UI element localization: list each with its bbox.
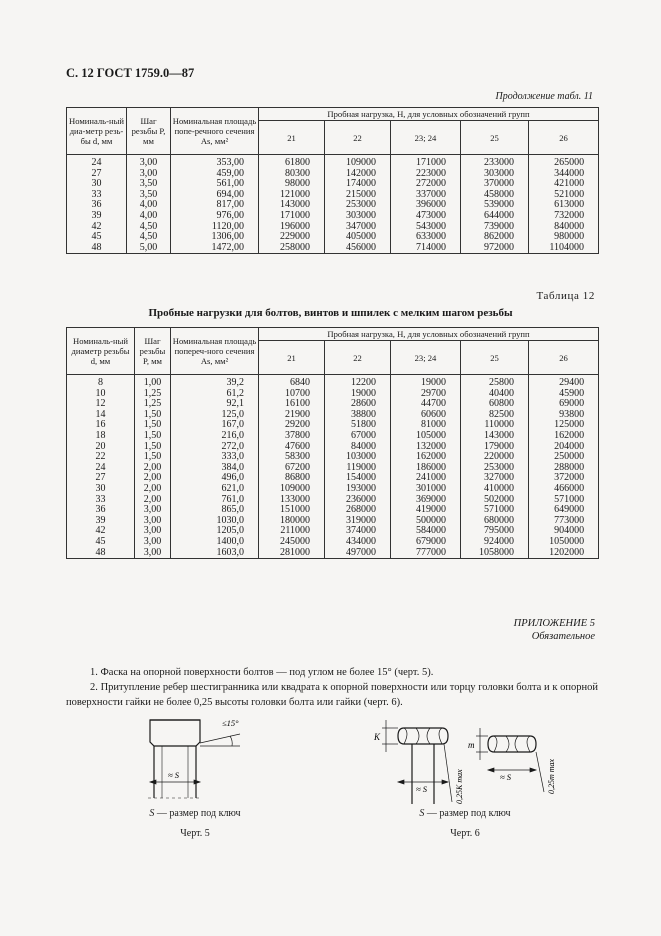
table-cell: 25800	[461, 375, 529, 389]
table-cell: 2,00	[135, 463, 171, 474]
table-cell: 3,00	[135, 526, 171, 537]
s-label: ≈ S	[168, 770, 180, 780]
table-cell: 370000	[461, 179, 529, 190]
header-area: Номинальная площадь попе-речного сечения As, мм²	[171, 108, 259, 155]
table-cell: 1,50	[135, 410, 171, 421]
table-cell: 80300	[259, 169, 325, 180]
table-cell: 5,00	[127, 243, 171, 254]
table-row	[67, 155, 599, 169]
table-cell: 680000	[461, 516, 529, 527]
table-cell: 21900	[259, 410, 325, 421]
table-cell: 44700	[391, 399, 461, 410]
legend-symbol: S	[149, 808, 155, 819]
table-cell: 37800	[259, 431, 325, 442]
table-cell: 86800	[259, 473, 325, 484]
table-cell: 30	[67, 484, 135, 495]
table-cell: 633000	[391, 232, 461, 243]
table-cell: 20	[67, 442, 135, 453]
table-cell: 250000	[529, 452, 599, 463]
table-cell: 193000	[325, 484, 391, 495]
table-cell: 109000	[259, 484, 325, 495]
table-cell: 6840	[259, 375, 325, 389]
table-cell: 3,00	[135, 548, 171, 559]
table-cell: 4,00	[127, 200, 171, 211]
table-cell: 171000	[391, 155, 461, 169]
legend-text: — размер под ключ	[424, 808, 511, 819]
header-group: 23; 24	[391, 121, 461, 155]
table-cell: 216,0	[171, 431, 259, 442]
table-cell: 327000	[461, 473, 529, 484]
table-cell: 739000	[461, 222, 529, 233]
table-cell: 142000	[325, 169, 391, 180]
table-cell: 16100	[259, 399, 325, 410]
table-cell: 1,50	[135, 431, 171, 442]
table-cell: 543000	[391, 222, 461, 233]
table-11-body	[67, 155, 599, 254]
table-cell: 288000	[529, 463, 599, 474]
table-cell: 143000	[461, 431, 529, 442]
table-cell: 333,0	[171, 452, 259, 463]
table-cell: 301000	[391, 484, 461, 495]
table-cell: 179000	[461, 442, 529, 453]
table-cell: 33	[67, 190, 127, 201]
table-cell: 496,0	[171, 473, 259, 484]
bolt-head-outline	[150, 720, 200, 746]
table-cell: 319000	[325, 516, 391, 527]
table-cell: 125000	[529, 420, 599, 431]
table-cell: 28600	[325, 399, 391, 410]
table-cell: 174000	[325, 179, 391, 190]
header-group: 26	[529, 121, 599, 155]
table-cell: 30	[67, 179, 127, 190]
table-cell: 456000	[325, 243, 391, 254]
table-row	[67, 537, 599, 548]
table-cell: 27	[67, 169, 127, 180]
table-cell: 19000	[325, 389, 391, 400]
table-cell: 980000	[529, 232, 599, 243]
table-cell: 3,00	[135, 516, 171, 527]
table-cell: 39	[67, 516, 135, 527]
header-pitch: Шаг резьбы P, мм	[135, 328, 171, 375]
table-row	[67, 243, 599, 254]
table-cell: 93800	[529, 410, 599, 421]
table-cell: 19000	[391, 375, 461, 389]
header-group: 21	[259, 121, 325, 155]
page-header: С. 12 ГОСТ 1759.0—87	[66, 66, 195, 80]
table-cell: 584000	[391, 526, 461, 537]
table-cell: 613000	[529, 200, 599, 211]
header-proof-load: Пробная нагрузка, Н, для условных обозначений групп	[259, 328, 599, 341]
table-cell: 3,00	[135, 537, 171, 548]
header-group: 25	[461, 341, 529, 375]
table-cell: 67200	[259, 463, 325, 474]
table-cell: 1472,00	[171, 243, 259, 254]
table-cell: 458000	[461, 190, 529, 201]
table-cell: 29700	[391, 389, 461, 400]
figure-6-legend	[390, 808, 540, 819]
header-pitch: Шаг резьбы P, мм	[127, 108, 171, 155]
table-cell: 1,00	[135, 375, 171, 389]
table-cell: 714000	[391, 243, 461, 254]
table-cell: 571000	[461, 505, 529, 516]
note-paragraph: 1. Фаска на опорной поверхности болтов — под углом не более 15° (черт. 5).	[90, 667, 434, 678]
table-cell: 47600	[259, 442, 325, 453]
table-cell: 3,00	[127, 169, 171, 180]
table-cell: 924000	[461, 537, 529, 548]
table-cell: 1058000	[461, 548, 529, 559]
table-cell: 42	[67, 222, 127, 233]
figure-5-legend	[130, 808, 260, 819]
table-cell: 817,00	[171, 200, 259, 211]
table-cell: 272000	[391, 179, 461, 190]
table-cell: 27	[67, 473, 135, 484]
table-cell: 60800	[461, 399, 529, 410]
table-cell: 1120,00	[171, 222, 259, 233]
table-cell: 253000	[461, 463, 529, 474]
table-cell: 502000	[461, 495, 529, 506]
table-cell: 2,00	[135, 473, 171, 484]
table-cell: 133000	[259, 495, 325, 506]
table-cell: 1030,0	[171, 516, 259, 527]
appendix-title: ПРИЛОЖЕНИЕ 5	[513, 618, 595, 629]
table-cell: 1205,0	[171, 526, 259, 537]
table-cell: 40400	[461, 389, 529, 400]
table-cell: 1,50	[135, 452, 171, 463]
table-cell: 384,0	[171, 463, 259, 474]
table-cell: 1,50	[135, 420, 171, 431]
table-cell: 972000	[461, 243, 529, 254]
table-cell: 1,50	[135, 442, 171, 453]
table-cell: 434000	[325, 537, 391, 548]
table-cell: 421000	[529, 179, 599, 190]
table-cell: 162000	[391, 452, 461, 463]
table-12-body	[67, 375, 599, 559]
table-cell: 151000	[259, 505, 325, 516]
table-cell: 69000	[529, 399, 599, 410]
table-cell: 245000	[259, 537, 325, 548]
table-cell: 10	[67, 389, 135, 400]
table-cell: 1050000	[529, 537, 599, 548]
table-cell: 61,2	[171, 389, 259, 400]
table-cell: 162000	[529, 431, 599, 442]
table-cell: 171000	[259, 211, 325, 222]
table-cell: 347000	[325, 222, 391, 233]
table-cell: 98000	[259, 179, 325, 190]
table-cell: 105000	[391, 431, 461, 442]
table-cell: 466000	[529, 484, 599, 495]
table-cell: 204000	[529, 442, 599, 453]
table-cell: 12200	[325, 375, 391, 389]
table-cell: 186000	[391, 463, 461, 474]
table-cell: 539000	[461, 200, 529, 211]
table-cell: 33	[67, 495, 135, 506]
table-cell: 258000	[259, 243, 325, 254]
table-cell: 272,0	[171, 442, 259, 453]
table-cell: 233000	[461, 155, 529, 169]
header-group: 26	[529, 341, 599, 375]
table-cell: 3,00	[127, 155, 171, 169]
table-cell: 694,00	[171, 190, 259, 201]
table-cell: 679000	[391, 537, 461, 548]
table-cell: 92,1	[171, 399, 259, 410]
table-cell: 1400,0	[171, 537, 259, 548]
table-cell: 39	[67, 211, 127, 222]
header-diameter: Номиналь-ный диаметр резьбы d, мм	[67, 328, 135, 375]
table-cell: 500000	[391, 516, 461, 527]
table-12	[66, 327, 599, 559]
table-cell: 2,00	[135, 484, 171, 495]
table-cell: 180000	[259, 516, 325, 527]
header-diameter: Номиналь-ный диа-метр резь-бы d, мм	[67, 108, 127, 155]
table-cell: 61800	[259, 155, 325, 169]
table-cell: 58300	[259, 452, 325, 463]
header-area: Номинальная площадь попереч-ного сечения As, мм²	[171, 328, 259, 375]
table-cell: 1,25	[135, 389, 171, 400]
header-group: 22	[325, 121, 391, 155]
table-cell: 132000	[391, 442, 461, 453]
table-cell: 109000	[325, 155, 391, 169]
table-cell: 10700	[259, 389, 325, 400]
table-cell: 396000	[391, 200, 461, 211]
table-cell: 39,2	[171, 375, 259, 389]
table-cell: 369000	[391, 495, 461, 506]
k-max-label: 0,25K max	[455, 769, 464, 804]
table-cell: 29400	[529, 375, 599, 389]
table-cell: 24	[67, 155, 127, 169]
appendix-heading	[514, 617, 595, 643]
table-cell: 473000	[391, 211, 461, 222]
table-cell: 220000	[461, 452, 529, 463]
table-cell: 621,0	[171, 484, 259, 495]
table-cell: 12	[67, 399, 135, 410]
table-cell: 761,0	[171, 495, 259, 506]
table-cell: 497000	[325, 548, 391, 559]
table-cell: 732000	[529, 211, 599, 222]
k-label: K	[374, 732, 381, 742]
figure-6-title: Черт. 6	[450, 828, 480, 839]
table-row	[67, 431, 599, 442]
table-cell: 82500	[461, 410, 529, 421]
table-cell: 24	[67, 463, 135, 474]
table-12-title: Пробные нагрузки для болтов, винтов и шпилек с мелким шагом резьбы	[148, 307, 513, 319]
table-cell: 121000	[259, 190, 325, 201]
continuation-note: Продолжение табл. 11	[495, 91, 593, 102]
legend-text: — размер под ключ	[154, 808, 241, 819]
table-cell: 840000	[529, 222, 599, 233]
table-cell: 3,00	[135, 505, 171, 516]
table-cell: 16	[67, 420, 135, 431]
table-cell: 51800	[325, 420, 391, 431]
table-cell: 2,00	[135, 495, 171, 506]
table-cell: 253000	[325, 200, 391, 211]
table-cell: 372000	[529, 473, 599, 484]
table-cell: 303000	[461, 169, 529, 180]
table-cell: 3,50	[127, 179, 171, 190]
table-cell: 42	[67, 526, 135, 537]
table-cell: 4,50	[127, 222, 171, 233]
figure-6-drawing	[368, 712, 568, 808]
table-cell: 344000	[529, 169, 599, 180]
table-cell: 561,00	[171, 179, 259, 190]
table-cell: 36	[67, 505, 135, 516]
table-cell: 48	[67, 548, 135, 559]
table-cell: 167,0	[171, 420, 259, 431]
table-cell: 410000	[461, 484, 529, 495]
table-cell: 337000	[391, 190, 461, 201]
table-cell: 374000	[325, 526, 391, 537]
appendix-status: Обязательное	[531, 631, 595, 642]
table-cell: 29200	[259, 420, 325, 431]
table-cell: 196000	[259, 222, 325, 233]
table-cell: 8	[67, 375, 135, 389]
bolt-head-outline	[398, 728, 448, 744]
s-label-bolt: ≈ S	[416, 784, 428, 794]
table-cell: 303000	[325, 211, 391, 222]
header-proof-load: Пробная нагрузка, Н, для условных обозначений групп	[259, 108, 599, 121]
table-cell: 4,50	[127, 232, 171, 243]
table-cell: 14	[67, 410, 135, 421]
table-cell: 862000	[461, 232, 529, 243]
table-cell: 1603,0	[171, 548, 259, 559]
table-cell: 45	[67, 537, 135, 548]
table-cell: 571000	[529, 495, 599, 506]
table-cell: 45	[67, 232, 127, 243]
table-cell: 22	[67, 452, 135, 463]
table-cell: 103000	[325, 452, 391, 463]
m-max-label: 0,25m max	[547, 758, 556, 794]
table-cell: 649000	[529, 505, 599, 516]
table-cell: 268000	[325, 505, 391, 516]
table-row	[67, 375, 599, 389]
bolt-shank-outline	[412, 744, 434, 804]
legend-symbol: S	[419, 808, 425, 819]
table-cell: 67000	[325, 431, 391, 442]
header-group: 21	[259, 341, 325, 375]
s-label-nut: ≈ S	[500, 772, 512, 782]
table-cell: 459,00	[171, 169, 259, 180]
table-cell: 236000	[325, 495, 391, 506]
table-cell: 229000	[259, 232, 325, 243]
table-row	[67, 211, 599, 222]
m-label: m	[468, 740, 475, 750]
angle-arc	[230, 736, 232, 746]
table-row	[67, 484, 599, 495]
table-cell: 1,25	[135, 399, 171, 410]
table-row	[67, 548, 599, 559]
chamfer-leader-line	[200, 734, 240, 743]
table-cell: 36	[67, 200, 127, 211]
figure-5-drawing	[140, 712, 270, 808]
header-group: 25	[461, 121, 529, 155]
header-group: 23; 24	[391, 341, 461, 375]
table-cell: 38800	[325, 410, 391, 421]
table-cell: 241000	[391, 473, 461, 484]
table-cell: 48	[67, 243, 127, 254]
table-cell: 405000	[325, 232, 391, 243]
table-cell: 777000	[391, 548, 461, 559]
table-cell: 110000	[461, 420, 529, 431]
table-cell: 904000	[529, 526, 599, 537]
table-cell: 119000	[325, 463, 391, 474]
table-cell: 795000	[461, 526, 529, 537]
table-12-label: Таблица 12	[536, 290, 595, 302]
table-cell: 18	[67, 431, 135, 442]
angle-label: ≤15°	[222, 718, 239, 728]
table-cell: 521000	[529, 190, 599, 201]
table-cell: 865,0	[171, 505, 259, 516]
table-cell: 60600	[391, 410, 461, 421]
table-cell: 4,00	[127, 211, 171, 222]
table-cell: 1306,00	[171, 232, 259, 243]
table-cell: 281000	[259, 548, 325, 559]
table-cell: 81000	[391, 420, 461, 431]
appendix-notes	[66, 665, 598, 710]
table-cell: 215000	[325, 190, 391, 201]
table-11	[66, 107, 599, 254]
table-cell: 1104000	[529, 243, 599, 254]
table-cell: 3,50	[127, 190, 171, 201]
note-paragraph: 2. Притупление ребер шестигранника или квадрата к опорной поверхности или торцу головки болта и к опорной поверхности гайки не более 0,25 высоты головки болта или гайки (черт. 6).	[66, 682, 598, 708]
table-cell: 353,00	[171, 155, 259, 169]
table-cell: 84000	[325, 442, 391, 453]
header-group: 22	[325, 341, 391, 375]
table-cell: 265000	[529, 155, 599, 169]
table-cell: 644000	[461, 211, 529, 222]
table-cell: 143000	[259, 200, 325, 211]
table-cell: 976,00	[171, 211, 259, 222]
table-cell: 419000	[391, 505, 461, 516]
table-cell: 773000	[529, 516, 599, 527]
table-cell: 211000	[259, 526, 325, 537]
table-cell: 154000	[325, 473, 391, 484]
table-cell: 125,0	[171, 410, 259, 421]
figure-5-title: Черт. 5	[180, 828, 210, 839]
table-cell: 45900	[529, 389, 599, 400]
table-cell: 223000	[391, 169, 461, 180]
table-cell: 1202000	[529, 548, 599, 559]
